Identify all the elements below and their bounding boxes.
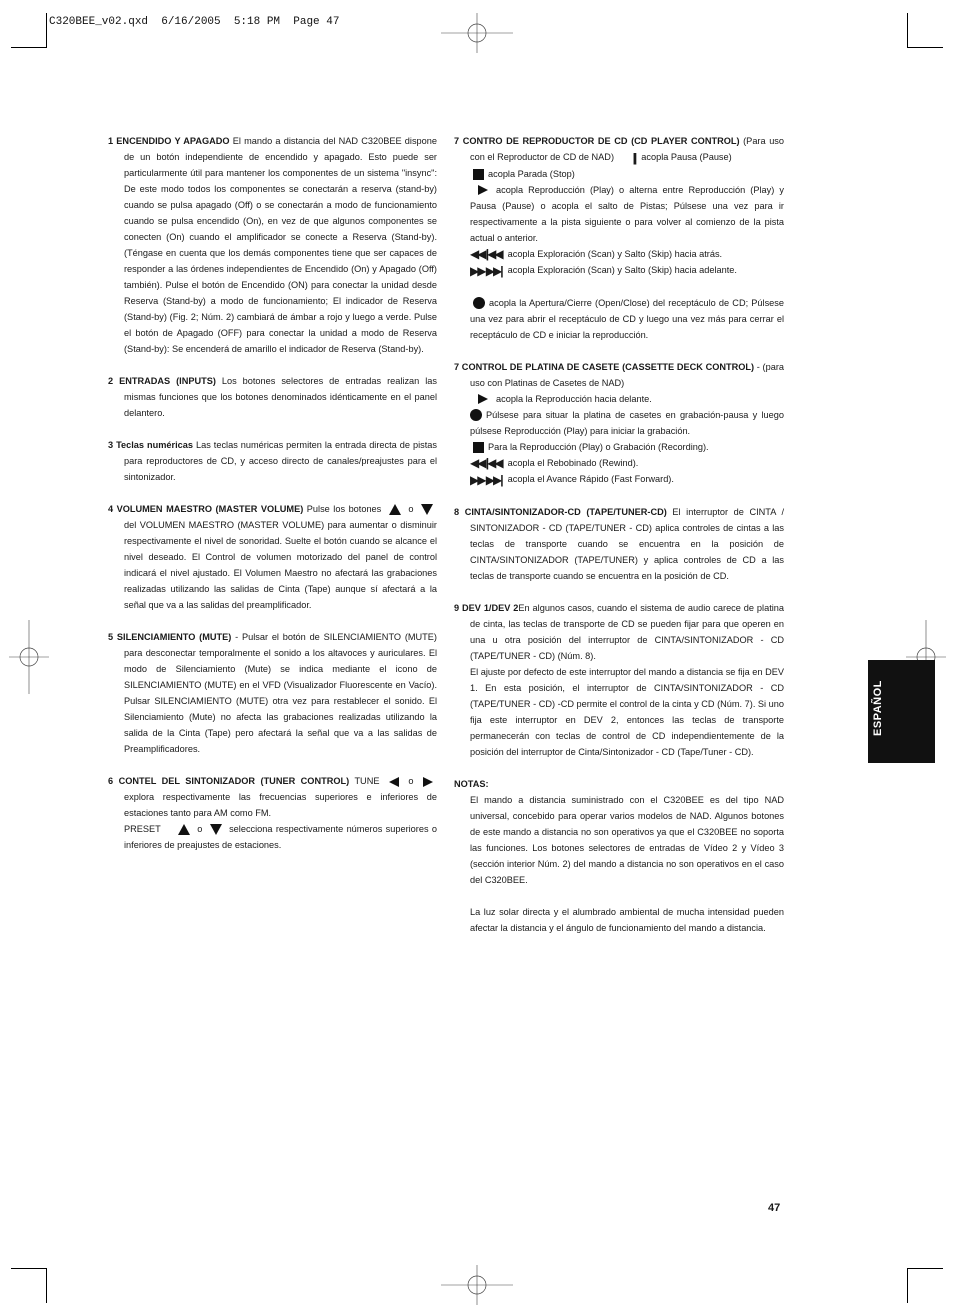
tape-rew-text: acopla el Rebobinado (Rewind). bbox=[507, 457, 639, 468]
cd-pause-text: acopla Pausa (Pause) bbox=[641, 152, 732, 162]
rewind-skip-icon: ◀◀ |◀◀ bbox=[470, 456, 502, 471]
cd-play-line bbox=[470, 182, 784, 246]
item-dev-text2: El ajuste por defecto de este interruptor del mando a distancia se fija en DEV 1. En esta posición, el interruptor de CINTA/SINTONIZADOR - CD (TAPE/TUNER - CD) -CD permite el control de la cinta y CD (Núm. 7). Si uno fija este interruptor en DEV 2, entonces las teclas de transporte permanecerán con teclas de control de CD independientemente de la posición del interruptor de Cinta/Sintonizador - CD (Tape/Tuner - CD). bbox=[470, 666, 784, 757]
item-inputs bbox=[108, 373, 437, 421]
item-mute-text: - Pulsar el botón de SILENCIAMIENTO (MUTE) para desconectar temporalmente el sonido a los altavoces y auriculares. El modo de Silenciamiento (Mute) se indica mediante el icono de SILENCIAMIENTO (MUTE) en el VFD (Visualizador Fluorescente en Vacío). Pulsar SILENCIAMIENTO (MUTE) otra vez para restablecer el sonido. El Silenciamiento (Mute) no afecta las grabaciones realizadas utilizando la salida de la Cinta (Tape) pero afectará la señal que va a las salidas de Preamplificadores. bbox=[124, 632, 437, 754]
item-mute bbox=[108, 629, 437, 757]
notes-paragraph-2: La luz solar directa y el alumbrado ambiental de mucha intensidad pueden afectar la distancia y el ángulo de funcionamiento del mando a distancia. bbox=[470, 906, 784, 933]
item-dev-text: En algunos casos, cuando el sistema de audio carece de platina de cinta, las teclas de transporte de CD se pueden fijar para que operen en una u otra posición del interruptor de CINTA/SINTONIZADOR - CD (TAPE/TUNER - CD) (Núm. 8). bbox=[470, 602, 785, 661]
cd-ff-line bbox=[470, 262, 784, 279]
stop-icon bbox=[473, 442, 484, 453]
crop-mark-br-h bbox=[908, 1268, 943, 1269]
language-tab bbox=[868, 660, 935, 763]
page-number: 47 bbox=[768, 1202, 781, 1214]
cd-rew-text: acopla Exploración (Scan) y Salto (Skip) hacia atrás. bbox=[507, 248, 723, 259]
tape-rec-text: Púlsese para situar la platina de casetes en grabación-pausa y luego púlsese Reproducción (Play) para iniciar la grabación. bbox=[470, 409, 784, 436]
language-tab-label: ESPAÑOL bbox=[872, 680, 884, 736]
tape-rew-line bbox=[470, 455, 784, 472]
item-master-volume-pre: Pulse los botones bbox=[303, 504, 382, 514]
open-close-icon bbox=[473, 297, 485, 309]
tape-rec-line bbox=[470, 407, 784, 439]
item-cd-player-control bbox=[454, 133, 784, 343]
tape-ff-text: acopla el Avance Rápido (Fast Forward). bbox=[507, 474, 674, 485]
cd-open-text: acopla la Apertura/Cierre (Open/Close) del receptáculo de CD; Púlsese una vez para abrir el receptáculo de CD y luego una vez más para cerrar el receptáculo de CD e iniciar la reproducción. bbox=[470, 297, 784, 340]
fastforward-skip-icon: ▶▶ ▶▶| bbox=[470, 472, 502, 487]
item-cd-intro: (Para uso con el Reproductor de CD de NAD) bbox=[470, 136, 785, 162]
cd-rew-line bbox=[470, 246, 784, 263]
item-tape-intro: - (para uso con Platinas de Casetes de NAD) bbox=[470, 361, 784, 388]
registration-mark-bottom bbox=[441, 1265, 513, 1305]
crop-mark-br-v bbox=[907, 1268, 908, 1303]
item-tape-tuner-cd-text: El interruptor de CINTA / SINTONIZADOR - CD (TAPE/TUNER - CD) aplica controles de cintas a las teclas de transporte cuando se encuentra en la posición de CINTA/SINTONIZADOR (TAPE/TUNER) y aplica controles de CD a las teclas de transporte cuando se encuentra en la posición de CD. bbox=[470, 506, 784, 581]
tape-stop-line bbox=[470, 439, 784, 455]
pause-icon: || bbox=[632, 150, 636, 165]
item-tape-tuner-cd bbox=[454, 504, 784, 584]
item-dev-title: 9 DEV 1/DEV 2 bbox=[454, 602, 519, 613]
up-arrow-icon bbox=[178, 824, 190, 835]
play-icon bbox=[478, 394, 488, 404]
item-master-volume bbox=[108, 501, 437, 613]
item-tuner-preset-label: PRESET bbox=[124, 824, 161, 834]
down-arrow-icon bbox=[421, 504, 433, 515]
item-mute-title: 5 SILENCIAMIENTO (MUTE) bbox=[108, 632, 232, 642]
right-arrow-icon bbox=[423, 777, 433, 787]
tape-play-text: acopla la Reproducción hacia delante. bbox=[496, 393, 652, 404]
item-tuner-preset-text: selecciona respectivamente números superiores o inferiores de preajustes de estaciones. bbox=[124, 824, 437, 850]
item-tuner-control bbox=[108, 773, 437, 853]
crop-mark-bl-v bbox=[46, 1268, 47, 1303]
cd-stop-line bbox=[470, 166, 784, 182]
item-master-volume-title: 4 VOLUMEN MAESTRO (MASTER VOLUME) bbox=[108, 504, 304, 514]
crop-mark-tl-v bbox=[46, 13, 47, 48]
record-icon bbox=[470, 409, 482, 421]
down-arrow-icon bbox=[210, 824, 222, 835]
item-master-volume-text: del VOLUMEN MAESTRO (MASTER VOLUME) para aumentar o disminuir respectivamente el nivel de sonoridad. Suelte el botón cuando se alcance el nivel deseado. El Control de volumen motorizado del panel de control indicará el nivel ajustado. El Volumen Maestro no afectará las grabaciones realizadas utilizando las salidas de Cinta (Tape) aunque sí afectará a la señal que va a las salidas del preamplificador. bbox=[124, 520, 437, 610]
file-header: C320BEE_v02.qxd 6/16/2005 5:18 PM Page 47 bbox=[49, 16, 340, 28]
cd-stop-text: acopla Parada (Stop) bbox=[488, 168, 575, 179]
item-power bbox=[108, 133, 437, 357]
crop-mark-tr-v bbox=[907, 13, 908, 48]
item-numeric-keys-text: Las teclas numéricas permiten la entrada directa de pistas para reproductores de CD, y acceso directo de canales/preajustes para el sintonizador. bbox=[124, 440, 437, 482]
left-column bbox=[108, 133, 437, 869]
crop-mark-tr-h bbox=[908, 47, 943, 48]
item-tuner-preset-or: o bbox=[197, 824, 203, 834]
cd-play-text: acopla Reproducción (Play) o alterna entre Reproducción (Play) y Pausa (Pause) o acopla el salto de Pistas; Púlsese una vez para ir respectivamente a la pista siguiente o para volver al comienzo de la pista actual o anterior. bbox=[470, 184, 784, 243]
item-cassette-deck-control bbox=[454, 359, 784, 488]
crop-mark-tl-h bbox=[11, 47, 46, 48]
registration-mark-top bbox=[441, 13, 513, 53]
tape-play-line bbox=[470, 391, 784, 407]
item-tape-tuner-cd-title: 8 CINTA/SINTONIZADOR-CD (TAPE/TUNER-CD) bbox=[454, 506, 667, 517]
item-inputs-title: 2 ENTRADAS (INPUTS) bbox=[108, 376, 216, 386]
notes-title: NOTAS: bbox=[454, 778, 489, 789]
item-master-volume-or: o bbox=[408, 504, 414, 514]
up-arrow-icon bbox=[389, 504, 401, 515]
left-arrow-icon bbox=[389, 777, 399, 787]
stop-icon bbox=[473, 169, 484, 180]
crop-mark-bl-h bbox=[11, 1268, 46, 1269]
rewind-skip-icon: ◀◀ |◀◀ bbox=[470, 247, 502, 262]
cd-open-line bbox=[470, 295, 784, 343]
notes-paragraph-1: El mando a distancia suministrado con el C320BEE es del tipo NAD universal, concebido para operar varios modelos de NAD. Algunos botones de este mando a distancia no son operativos ya que el C320BEE no soporta las funciones. Los botones selectores de entradas de Vídeo 2 y Vídeo 3 (sección interior Núm. 2) del mando a distancia no son operativos en el caso del C320BEE. bbox=[470, 794, 784, 885]
tape-stop-text: Para la Reproducción (Play) o Grabación (Recording). bbox=[488, 441, 709, 452]
item-numeric-keys-title: 3 Teclas numéricas bbox=[108, 440, 193, 450]
item-cd-title: 7 CONTRO DE REPRODUCTOR DE CD (CD PLAYER CONTROL) bbox=[454, 136, 740, 146]
tape-ff-line bbox=[470, 471, 784, 488]
item-inputs-text: Los botones selectores de entradas realizan las mismas funciones que los botones denominados idénticamente en el panel delantero. bbox=[124, 376, 437, 418]
item-tuner-text: explora respectivamente las frecuencias superiores e inferiores de estaciones tanto para AM como FM. bbox=[124, 792, 437, 818]
cd-ff-text: acopla Exploración (Scan) y Salto (Skip) hacia adelante. bbox=[507, 265, 737, 276]
fastforward-skip-icon: ▶▶ ▶▶| bbox=[470, 263, 502, 278]
item-tuner-control-title: 6 CONTEL DEL SINTONIZADOR (TUNER CONTROL) bbox=[108, 776, 350, 786]
play-icon bbox=[478, 185, 488, 195]
item-tuner-tune-label: TUNE bbox=[349, 776, 380, 786]
item-power-title: 1 ENCENDIDO Y APAGADO bbox=[108, 136, 230, 146]
item-dev-switch bbox=[454, 600, 784, 760]
item-tape-title: 7 CONTROL DE PLATINA DE CASETE (CASSETTE DECK CONTROL) bbox=[454, 361, 755, 372]
item-tuner-preset-line bbox=[124, 821, 437, 853]
item-power-text: El mando a distancia del NAD C320BEE dispone de un botón independiente de encendido y apagado. Esto puede ser particularmente útil para mantener los componentes de un sistema "insync": De este modo todos los componentes se conectarán a reserva (stand-by) cuando se pulsa apagado (Off) o se conectarán a modo de funcionamiento cuando se pulsa encendido (On), en vez de que algunos componentes se conecten (On) cuando el amplificador se conecte a Reserva (Stand-by). (Téngase en cuenta que los demás componentes tiene que ser capaces de responder a las órdenes independientes de Encendido (On) y Apagado (Off) también). Pulse el botón de Encendido (ON) para conectar la unidad desde Reserva (Stand-by) a modo de funcionamiento; El indicador de Reserva (Stand-by) (Fig. 2; Núm. 2) cambiará de ámbar a rojo y luego a verde. Pulse el botón de Apagado (OFF) para conectar la unidad a modo de Reserva (Stand-by): Se encenderá de amarillo el indicador de Reserva (Stand-by). bbox=[124, 136, 437, 354]
registration-mark-left bbox=[9, 620, 49, 694]
right-column bbox=[454, 133, 784, 936]
item-numeric-keys bbox=[108, 437, 437, 485]
item-tuner-or: o bbox=[408, 776, 414, 786]
